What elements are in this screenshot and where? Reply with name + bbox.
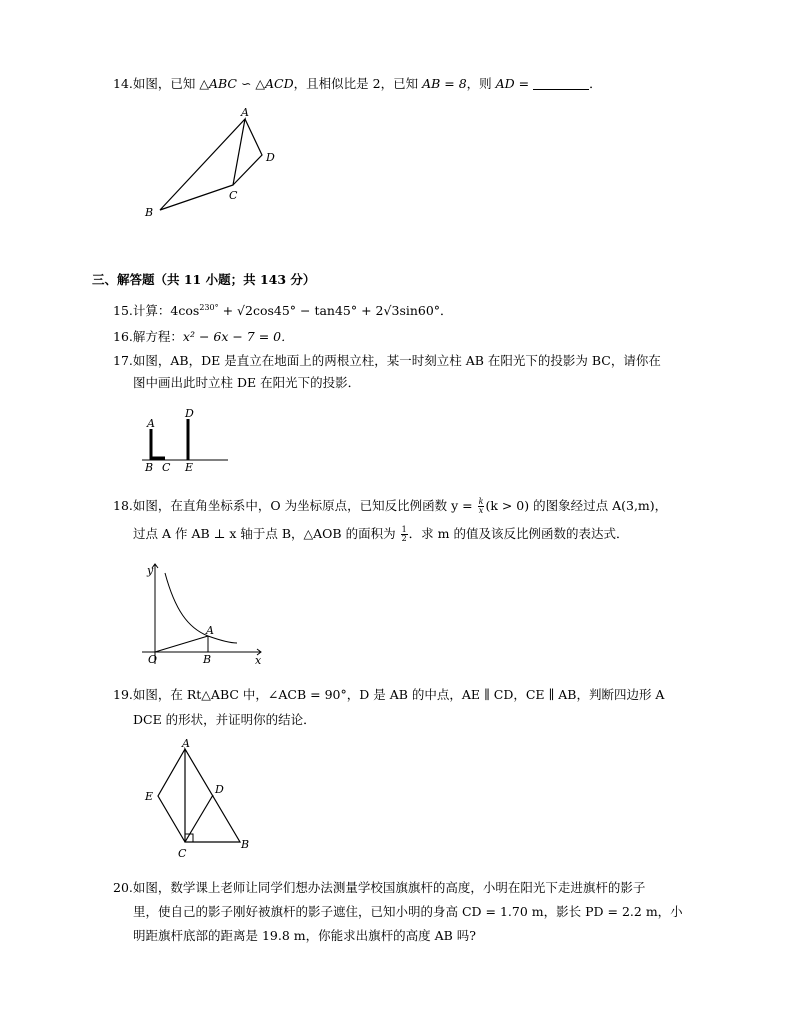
sqrt-expression: √2	[237, 303, 253, 318]
label-x: x	[255, 654, 262, 667]
question-number: 16.	[113, 329, 133, 344]
label-b: B	[203, 653, 212, 666]
question-text: 过点 A 作 AB ⊥ x 轴于点 B，△AOB 的面积为	[133, 526, 400, 541]
section-title: 三、解答题（共 11 小题；共 143 分）	[92, 272, 316, 287]
question-text: 如图，在直角坐标系中，O 为坐标原点，已知反比例函数 y =	[132, 498, 477, 513]
question-text: 计算：	[132, 303, 171, 318]
question-18-line-1	[113, 497, 667, 515]
math-expression: AB = 8	[422, 76, 467, 91]
question-text: ，且相似比是 2，已知	[293, 76, 423, 91]
hyperbola-curve	[165, 573, 237, 643]
question-number: 17.	[113, 353, 133, 368]
question-20-line-2: 里，使自己的影子刚好被旗杆的影子遮住，已知小明的身高 CD = 1.70 m，影长 PD = 2.2 m，小	[133, 904, 683, 919]
question-text: ，则	[466, 76, 496, 91]
label-b: B	[241, 838, 250, 851]
exponent: 230°	[199, 303, 219, 312]
sqrt-expression: √3	[383, 303, 400, 318]
label-c: C	[178, 847, 187, 860]
question-text: ．求 m 的值及该反比例函数的表达式．	[408, 526, 629, 541]
question-text: (k > 0) 的图象经过点 A(3,m)，	[485, 498, 668, 513]
figure-q14-triangles	[140, 105, 280, 220]
question-number: 15.	[113, 303, 133, 318]
fraction-one-half: $\frac{1}{2}$	[401, 525, 407, 543]
math-expression: AD =	[495, 76, 534, 91]
math-expression: cos45° − tan45° + 2	[252, 303, 384, 318]
question-number: 14.	[113, 76, 133, 91]
answer-blank	[533, 77, 589, 90]
label-c: C	[229, 189, 238, 202]
question-text: 如图，AB，DE 是直立在地面上的两根立柱，某一时刻立柱 AB 在阳光下的投影为 BC，请你在	[132, 353, 661, 368]
label-c: C	[162, 461, 171, 474]
question-number: 20.	[113, 880, 133, 895]
question-20-line-3: 明距旗杆底部的距离是 19.8 m，你能求出旗杆的高度 AB 吗?	[133, 928, 476, 943]
label-a: A	[182, 738, 190, 750]
label-d: D	[215, 783, 224, 796]
question-text: 解方程：	[132, 329, 183, 344]
segment-oa	[155, 636, 208, 652]
question-15	[113, 302, 453, 320]
label-e: E	[185, 461, 194, 474]
segment-cd	[185, 795, 213, 842]
fraction-k-over-x: $\frac{k}{x}$	[478, 497, 484, 515]
label-b: B	[145, 206, 154, 219]
label-d: D	[185, 407, 194, 420]
question-19-line-2: DCE 的形状，并证明你的结论．	[133, 712, 316, 727]
figure-q19-quadrilateral	[140, 738, 255, 863]
question-number: 18.	[113, 498, 133, 513]
question-number: 19.	[113, 687, 133, 702]
question-17-line-2: 图中画出此时立柱 DE 在阳光下的投影．	[133, 375, 361, 390]
math-expression: 4cos	[170, 303, 200, 318]
question-19-line-1	[113, 686, 664, 704]
figure-q17-poles	[138, 405, 233, 475]
segments-ae-ce	[158, 749, 185, 842]
math-expression: △ABC	[199, 76, 237, 91]
math-expression: △ACD	[255, 76, 294, 91]
label-a: A	[206, 624, 214, 637]
question-17-line-1	[113, 352, 661, 370]
equation: x² − 6x − 7 = 0．	[182, 329, 294, 344]
question-text: 如图，在 Rt△ABC 中，∠ACB = 90°，D 是 AB 的中点，AE ∥ CD，CE ∥ AB，判断四边形 A	[132, 687, 665, 702]
triangle-acd	[233, 119, 262, 185]
math-expression: sin60°．	[399, 303, 453, 318]
math-expression: +	[218, 303, 238, 318]
label-a: A	[241, 106, 249, 119]
label-o: O	[148, 653, 158, 666]
question-14	[113, 75, 602, 93]
question-20-line-1	[113, 879, 645, 897]
figure-q18-hyperbola	[140, 560, 270, 670]
question-text: 如图，数学课上老师让同学们想办法测量学校国旗旗杆的高度，小明在阳光下走进旗杆的影子	[132, 880, 646, 895]
label-a: A	[147, 417, 155, 430]
similar-symbol: ∽	[237, 76, 256, 91]
label-y: y	[147, 564, 154, 577]
label-e: E	[145, 790, 154, 803]
question-18-line-2	[133, 525, 628, 543]
question-text: 如图，已知	[132, 76, 200, 91]
question-text: ．	[589, 76, 602, 91]
label-b: B	[145, 461, 154, 474]
question-16	[113, 328, 294, 346]
label-d: D	[266, 151, 275, 164]
